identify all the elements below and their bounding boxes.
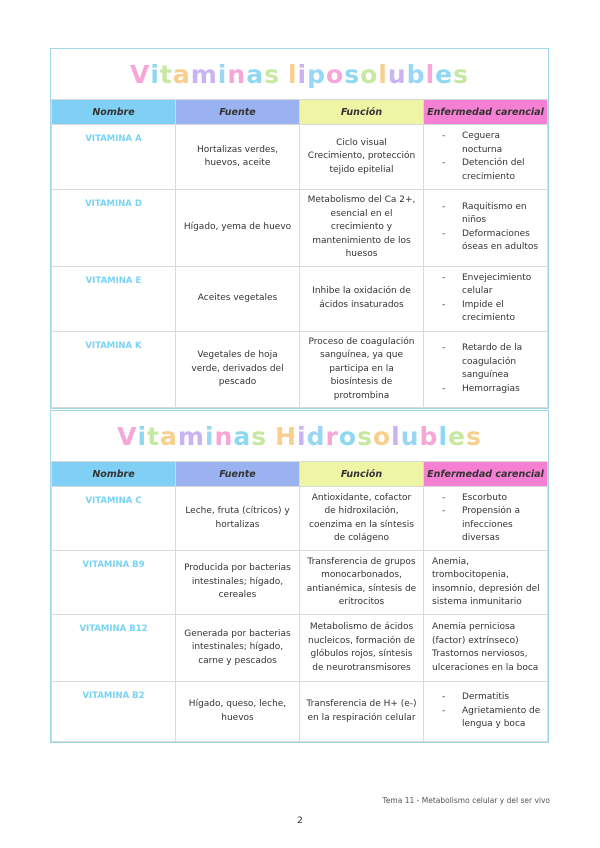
header-fuente: Fuente [176, 100, 300, 125]
deficiency-disease [424, 615, 548, 682]
vitamin-function [300, 682, 424, 742]
function-line: Antioxidante, cofactor de hidroxilación, coenzima en la síntesis de colágeno [309, 492, 414, 543]
disease-item: - Hemorragias [432, 383, 541, 397]
vitamin-source: Hígado, yema de huevo [176, 190, 300, 267]
hidrosolubles-header-row [52, 462, 548, 487]
vitamin-name: VITAMINA B12 [52, 615, 176, 682]
vitamin-source: Leche, fruta (cítricos) y hortalizas [176, 487, 300, 551]
disease-item: - Detención del crecimiento [432, 157, 541, 184]
liposolubles-body [52, 125, 548, 408]
disease-list [432, 130, 541, 184]
function-line: Metabolismo del Ca 2+, esencial en el crecimiento y mantenimiento de los huesos [307, 195, 416, 259]
liposolubles-title-text: Vitaminas liposolubles [129, 59, 470, 89]
disease-item: - Escorbuto [432, 492, 541, 506]
vitamin-source: Generada por bacterias intestinales; hígado, carne y pescados [176, 615, 300, 682]
table-row [52, 551, 548, 615]
footer-topic: Tema 11 - Metabolismo celular y del ser vivo [382, 796, 550, 805]
deficiency-disease [424, 487, 548, 551]
disease-list [432, 691, 541, 732]
table-row [52, 190, 548, 267]
hidrosolubles-table [51, 461, 548, 742]
deficiency-disease [424, 682, 548, 742]
disease-list [432, 492, 541, 546]
vitamin-function [300, 190, 424, 267]
disease-text: Trastornos nerviosos, ulceraciones en la boca [432, 649, 539, 673]
vitamin-source: Hortalizas verdes, huevos, aceite [176, 125, 300, 190]
function-line: Proceso de coagulación sanguínea, ya que participa en la biosíntesis de protrombina [308, 336, 415, 401]
deficiency-disease [424, 190, 548, 267]
function-line: Inhibe la oxidación de ácidos insaturados [312, 286, 411, 310]
disease-item: - Retardo de la coagulación sanguínea [432, 342, 541, 383]
vitamin-source: Hígado, queso, leche, huevos [176, 682, 300, 742]
disease-item: - Propensión a infecciones diversas [432, 505, 541, 546]
vitamin-name: VITAMINA B2 [52, 682, 176, 742]
vitamin-function [300, 615, 424, 682]
disease-item: - Deformaciones óseas en adultos [432, 228, 541, 255]
vitamin-source: Producida por bacterias intestinales; hígado, cereales [176, 551, 300, 615]
liposolubles-section [50, 48, 549, 409]
disease-item: - Raquitismo en niños [432, 201, 541, 228]
disease-item: - Envejecimiento celular [432, 272, 541, 299]
header-funcion: Función [300, 100, 424, 125]
disease-item: - Dermatitis [432, 691, 541, 705]
header-funcion: Función [300, 462, 424, 487]
vitamin-name: VITAMINA B9 [52, 551, 176, 615]
disease-list [432, 272, 541, 326]
disease-item: - Agrietamiento de lengua y boca [432, 705, 541, 732]
vitamin-function [300, 487, 424, 551]
table-row [52, 125, 548, 190]
vitamin-name: VITAMINA E [52, 266, 176, 331]
disease-text: Anemia, trombocitopenia, insomnio, depresión del sistema inmunitario [432, 556, 540, 607]
disease-item: - Impide el crecimiento [432, 299, 541, 326]
hidrosolubles-title [51, 411, 548, 461]
header-fuente: Fuente [176, 462, 300, 487]
hidrosolubles-body [52, 487, 548, 742]
vitamin-source: Vegetales de hoja verde, derivados del pescado [176, 331, 300, 408]
hidrosolubles-section [50, 410, 549, 743]
table-row [52, 682, 548, 742]
disease-list [432, 201, 541, 255]
deficiency-disease [424, 266, 548, 331]
vitamin-name: VITAMINA C [52, 487, 176, 551]
function-line: Transferencia de H+ (e-) en la respiración celular [306, 699, 417, 723]
hidrosolubles-title-text: Vitaminas Hidrosolubles [117, 421, 482, 451]
header-nombre: Nombre [52, 462, 176, 487]
table-row [52, 487, 548, 551]
table-row [52, 331, 548, 408]
vitamin-name: VITAMINA A [52, 125, 176, 190]
vitamin-function [300, 551, 424, 615]
vitamin-name: VITAMINA K [52, 331, 176, 408]
disease-list [432, 342, 541, 396]
header-nombre: Nombre [52, 100, 176, 125]
function-line: Transferencia de grupos monocarbonados, antianémica, síntesis de eritrocitos [306, 556, 417, 607]
liposolubles-header-row [52, 100, 548, 125]
table-row [52, 266, 548, 331]
vitamin-function [300, 266, 424, 331]
vitamin-function [300, 125, 424, 190]
liposolubles-table [51, 99, 548, 408]
vitamin-name: VITAMINA D [52, 190, 176, 267]
liposolubles-title [51, 49, 548, 99]
deficiency-disease [424, 551, 548, 615]
disease-item: - Ceguera nocturna [432, 130, 541, 157]
function-line: Crecimiento, protección tejido epitelial [307, 151, 416, 175]
disease-text: Anemia perniciosa (factor) extrínseco) [432, 622, 519, 646]
deficiency-disease [424, 125, 548, 190]
page-number: 2 [297, 816, 303, 826]
function-line: Ciclo visual [336, 137, 387, 148]
vitamin-source: Aceites vegetales [176, 266, 300, 331]
deficiency-disease [424, 331, 548, 408]
vitamin-function [300, 331, 424, 408]
header-enfermedad: Enfermedad carencial [424, 100, 548, 125]
header-enfermedad: Enfermedad carencial [424, 462, 548, 487]
table-row [52, 615, 548, 682]
function-line: Metabolismo de ácidos nucleicos, formación de glóbulos rojos, síntesis de neurotransmisores [307, 622, 416, 673]
